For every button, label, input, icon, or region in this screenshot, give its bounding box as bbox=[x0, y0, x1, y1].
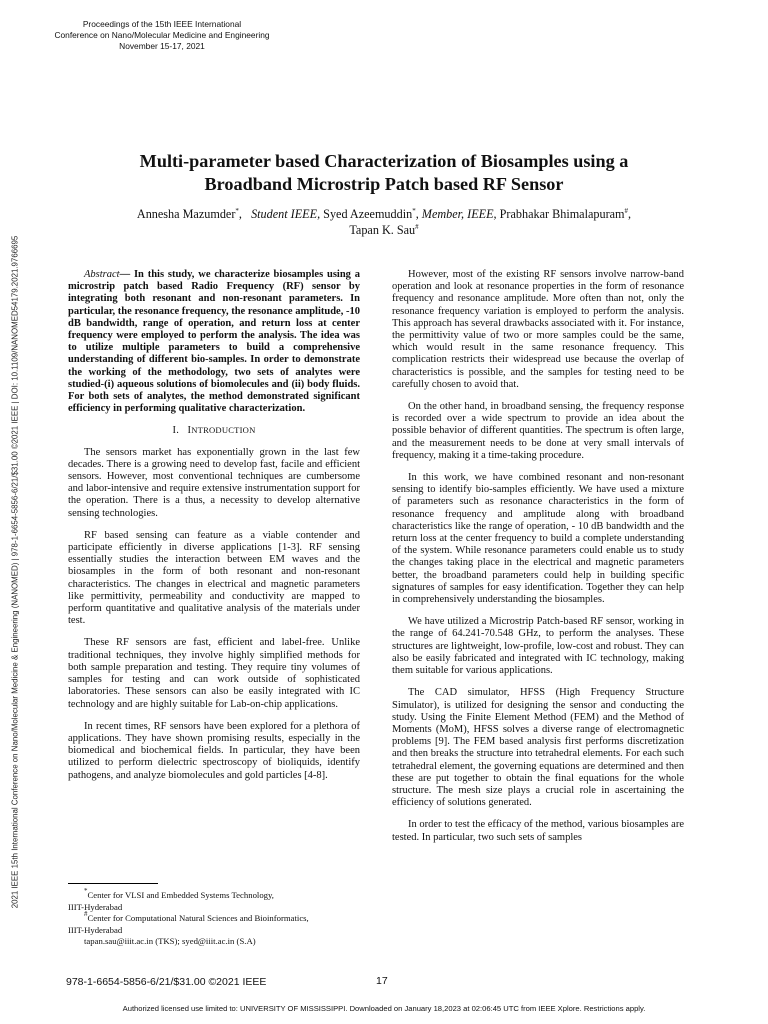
affiliation-mark: * bbox=[235, 207, 239, 215]
body-paragraph: In order to test the efficacy of the method, various biosamples are tested. In particular, two such sets of samples bbox=[392, 819, 684, 843]
conference-header-line: Proceedings of the 15th IEEE International bbox=[82, 19, 242, 29]
abstract-text: In this study, we characterize biosamples using a microstrip patch based Radio Frequency (RF) sensor by integrating both resonant and non-resonant parameters. In particular, the resonance frequency, the resonance amplitude, -10 dB bandwidth, range of operation, and return loss at center frequency were employed to perform the analysis. The idea was to utilize multiple parameters to build a comprehensive understanding of different bio-samples. In order to demonstrate the working of the methodology, two sets of analytes were studied-(i) aqueous solutions of biomolecules and (ii) body fluids. For both sets of analytes, the method demonstrated significant efficiency in performing qualitative characterization. bbox=[68, 269, 361, 415]
author-name: Prabhakar Bhimalapuram bbox=[499, 207, 625, 221]
author-name: Syed Azeemuddin bbox=[323, 207, 413, 221]
footnote-line: IIIT-Hyderabad bbox=[68, 924, 123, 935]
conference-header-line: November 15-17, 2021 bbox=[119, 41, 205, 51]
author-list bbox=[70, 206, 698, 238]
footnote-line: IIIT-Hyderabad bbox=[68, 901, 123, 912]
footnote-text: Center for VLSI and Embedded Systems Technology, bbox=[87, 890, 274, 900]
body-paragraph: On the other hand, in broadband sensing, the frequency response is recorded over a wide spectrum to provide an idea about the possible behavior of different quantities. The spectrum is often large, and the measurement needs to be done at very small intervals of frequency, making it a time-taking procedure. bbox=[392, 401, 684, 461]
footnote-text: Center for Computational Natural Sciences and Bioinformatics, bbox=[87, 913, 309, 923]
abstract-dash: — bbox=[119, 269, 134, 280]
affiliation-mark: # bbox=[415, 223, 419, 231]
paper-title bbox=[60, 150, 708, 196]
section-heading-introduction bbox=[68, 424, 360, 437]
footnote-emails: tapan.sau@iiit.ac.in (TKS); syed@iiit.ac.in (S.A) bbox=[84, 936, 256, 946]
side-margin-citation bbox=[5, 192, 25, 952]
body-paragraph: RF based sensing can feature as a viable contender and participate efficiently in diverse applications [1-3]. RF sensing essentially studies the interaction between EM waves and the biosamples in the form of both resonant and non-resonant characteristics. The changes in electrical and magnetic parameters like permittivity, permeability and conductivity are mapped to perform quantitative and qualitative analysis of the materials under test. bbox=[68, 529, 360, 627]
side-citation-text: 2021 IEEE 15th International Conference on Nano/Molecular Medicine & Engineering (NANOMED) | 978-1-6654-5856-6/21/$31.00 ©2021 IEEE | DOI: 10.1109/NANOMED54179.2021.9766695 bbox=[10, 235, 20, 909]
conference-header-line: Conference on Nano/Molecular Medicine and Engineering bbox=[54, 30, 270, 40]
left-column bbox=[68, 269, 360, 792]
conference-header bbox=[40, 19, 284, 52]
section-title-rest: NTRODUCTION bbox=[191, 425, 256, 436]
footnote-mark: * bbox=[84, 887, 88, 895]
page-number: 17 bbox=[376, 975, 388, 987]
body-paragraph: In recent times, RF sensors have been explored for a plethora of applications. They have shown promising results, especially in the biomedical and biochemical fields. In particular, they have been utilized to perform dielectric spectroscopy of bioliquids, identify pathogens, and analyze biomolecules and gold particles [4-8]. bbox=[68, 720, 360, 781]
body-paragraph: In this work, we have combined resonant and non-resonant sensing to identify bio-samples efficiently. We have used a mixture of parameters such as resonance characteristics in the form of resonance frequency and amplitude along with broadband characteristics like the range of operation, - 10 dB bandwidth and the return loss at the center frequency to build a complete understanding of the system. While resonance parameters could enable us to study the changes taking place in the electrical and magnetic parameters better, the broadband parameters could help in building specific signatures of samples for easy identification. Together they can help in comprehensively understanding the biosamples. bbox=[392, 472, 684, 606]
body-paragraph: We have utilized a Microstrip Patch-based RF sensor, working in the range of 64.241-70.548 GHz, to perform the analyses. These structures are lightweight, low-profile, low-cost and robust. They can also be easily fabricated and integrated with IC technology, making them suitable for various applications. bbox=[392, 616, 684, 677]
title-line: Multi-parameter based Characterization of Biosamples using a bbox=[139, 151, 629, 171]
affiliation-mark: * bbox=[412, 207, 416, 215]
license-notice: Authorized licensed use limited to: UNIVERSITY OF MISSISSIPPI. Downloaded on January 18,2023 at 02:06:45 UTC from IEEE Xplore. Restrictions apply. bbox=[122, 1004, 646, 1013]
footer-isbn: 978-1-6654-5856-6/21/$31.00 ©2021 IEEE bbox=[66, 976, 267, 988]
footnotes bbox=[68, 887, 368, 948]
abstract bbox=[68, 269, 360, 415]
section-title-cap: I bbox=[187, 425, 192, 437]
body-paragraph: These RF sensors are fast, efficient and label-free. Unlike traditional techniques, they involve highly simplified methods for both sample preparation and testing. They require tiny volumes of samples for testing and can work outside of sophisticated laboratories. These sensors can also be easily integrated with IC technology and are highly suitable for Lab-on-chip applications. bbox=[68, 637, 360, 710]
footnote-line bbox=[68, 910, 368, 925]
affiliation-mark: # bbox=[624, 207, 629, 215]
title-line: Broadband Microstrip Patch based RF Sensor bbox=[204, 174, 564, 194]
author-name: Annesha Mazumder bbox=[136, 207, 236, 221]
author-line bbox=[70, 222, 698, 238]
author-membership: Member, IEEE, bbox=[421, 207, 497, 221]
footnote-rule bbox=[68, 883, 158, 884]
body-paragraph: The sensors market has exponentially grown in the last few decades. There is a growing need to develop fast, facile and efficient sensors. However, most conventional techniques are cumbersome and labor-intensive and require extensive instrumentation support for the operation. There is a thus, a necessity to develop alternative sensing technologies. bbox=[68, 446, 360, 519]
body-paragraph: However, most of the existing RF sensors involve narrow-band operation and look at resonance properties in the form of resonance frequency and resonance amplitude. More often than not, only the resonance frequency variation is employed to perform the analysis. This approach has several drawbacks associated with it. For instance, the permittivity value of two or more samples could be the same, which would result in the same resonance frequency. This complication restricts their widespread use because the overlap of characteristics is possible, and the samples for testing need to be carefully chosen to avoid that. bbox=[392, 269, 684, 390]
right-column bbox=[392, 269, 684, 854]
footnote-mark: # bbox=[84, 910, 88, 918]
author-membership: Student IEEE, bbox=[251, 207, 321, 221]
author-name: Tapan K. Sau bbox=[349, 223, 416, 237]
body-paragraph: The CAD simulator, HFSS (High Frequency Structure Simulator), is utilized for designing the sensor and conducting the study. Using the Finite Element Method (FEM) and the Method of Moments (MoM), HFSS solves a diverse range of electromagnetic problems [9]. The FEM based analysis first performs discretization and then breaks the structure into tetrahedral elements. For each such tetrahedral element, the governing equations are determined and then these are put together to obtain the final equations for the whole structure. The mesh size plays a crucial role in ascertaining the efficiency of solutions generated. bbox=[392, 687, 684, 809]
section-number: I. bbox=[172, 425, 180, 437]
author-line: Annesha Mazumder*, Student IEEE, Syed Azeemuddin*, Member, IEEE, Prabhakar Bhimalapuram#, bbox=[136, 207, 632, 221]
footnote-line bbox=[68, 887, 368, 902]
abstract-label: Abstract bbox=[84, 269, 120, 280]
